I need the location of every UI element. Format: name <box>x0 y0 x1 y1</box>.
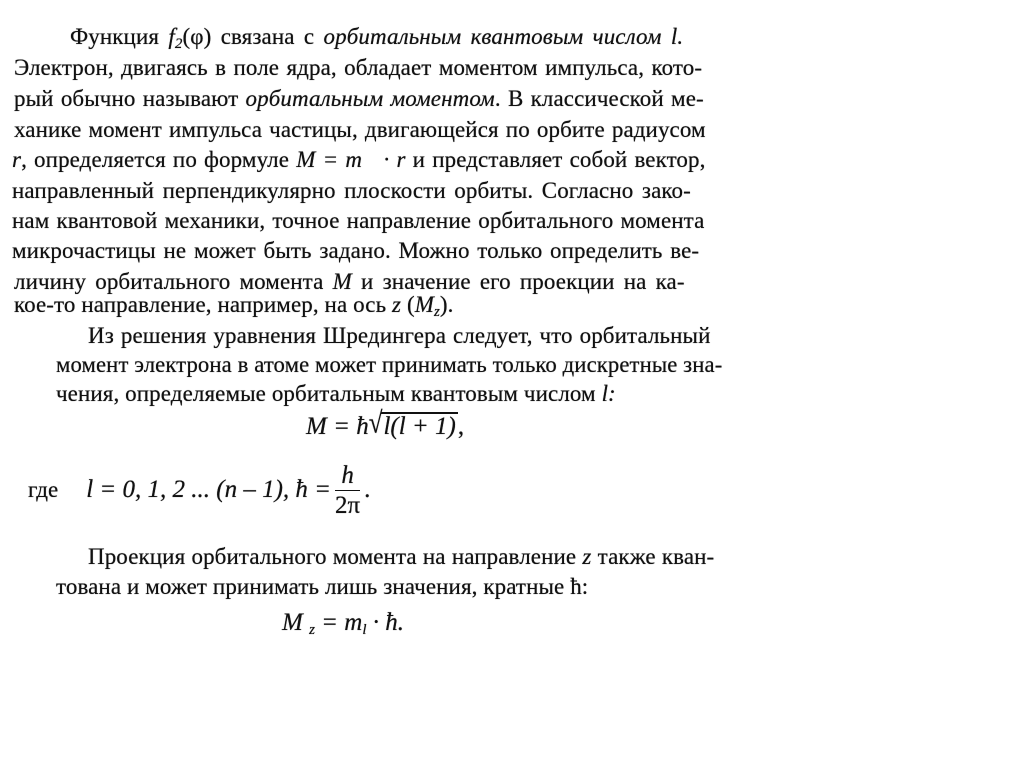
where-label: где <box>28 477 59 503</box>
text-line-13 <box>56 380 616 408</box>
text-line-11 <box>88 322 722 350</box>
math-symbol: l. <box>661 24 684 49</box>
math-subscript: l <box>362 622 367 638</box>
math-symbol <box>282 609 315 636</box>
math-subscript: z <box>309 622 315 638</box>
math-expression: l = 0, 1, 2 ... (n – 1), ħ = <box>86 476 332 504</box>
formula-quantum-number-range <box>28 462 370 521</box>
math-expression: M = ħ <box>306 413 369 440</box>
text-line-15 <box>56 573 588 601</box>
text-segment: ). <box>439 292 454 317</box>
math-symbol <box>414 292 440 320</box>
math-symbol: z <box>392 292 402 317</box>
text-segment: Из решения уравнения Шредингера следует, что орбитальный <box>88 323 711 348</box>
text-segment: и представляет собой вектор, <box>405 147 706 172</box>
text-line-2 <box>14 54 718 82</box>
formula-moment-projection <box>282 608 404 638</box>
text-segment: ( <box>401 292 415 317</box>
text-segment: момент электрона в атоме может принимать только дискретные зна- <box>56 352 723 377</box>
math-expression <box>315 609 367 636</box>
text-line-5 <box>12 146 718 174</box>
text-segment: связана с <box>211 24 324 49</box>
math-expression: = m <box>314 609 363 636</box>
text-segment: ханике момент импульса частицы, двигающейся по орбите радиусом <box>14 117 706 142</box>
emphasis-term: орбитальным квантовым числом <box>323 24 662 49</box>
text-segment: чения, определяемые орбитальным квантовым числом <box>56 381 602 406</box>
formula-orbital-moment <box>306 407 465 442</box>
math-subscript: 2 <box>174 36 183 52</box>
text-line-10 <box>14 291 454 319</box>
text-line-12 <box>56 351 722 379</box>
text-line-7 <box>12 207 718 235</box>
sqrt-icon: √ <box>368 407 383 440</box>
math-radicand: l(l + 1) <box>383 413 456 440</box>
math-subscript: z <box>433 304 440 320</box>
math-argument: (φ) <box>182 24 212 49</box>
emphasis-term: орбитальным моментом <box>245 86 495 111</box>
text-segment: Функция <box>70 24 169 49</box>
math-punctuation: . <box>364 476 371 504</box>
text-segment: рый обычно называют <box>14 86 246 111</box>
fraction-numerator: h <box>335 462 360 491</box>
fraction-denominator: 2π <box>335 492 361 519</box>
math-symbol: f <box>168 24 175 49</box>
math-symbol: l: <box>601 381 616 406</box>
text-segment: . В классической ме- <box>494 86 704 111</box>
text-segment: направленный перпендикулярно плоскости орбиты. Согласно зако- <box>12 178 691 203</box>
text-segment: и значение его проекции на ка- <box>351 269 685 294</box>
text-segment: тована и может принимать лишь значения, кратные ħ: <box>56 574 589 599</box>
text-segment: нам квантовой механики, точное направление орбитального момента <box>12 208 705 233</box>
text-segment: Электрон, двигаясь в поле ядра, обладает моментом импульса, кото- <box>14 55 703 80</box>
text-line-1 <box>70 23 718 51</box>
text-segment: микрочастицы не может быть задано. Можно только определить ве- <box>12 238 700 263</box>
text-line-6 <box>12 177 718 205</box>
text-segment: Проекция орбитального момента на направление <box>88 544 583 569</box>
math-symbol: z <box>582 544 592 569</box>
math-symbol: M <box>414 292 434 317</box>
text-line-14 <box>88 543 718 571</box>
text-segment: личину орбитального момента <box>14 269 333 294</box>
math-function <box>168 24 183 52</box>
inline-formula: M = m · r <box>296 147 406 172</box>
fraction <box>335 462 360 521</box>
math-symbol: r <box>12 147 22 172</box>
math-symbol: M <box>282 609 303 636</box>
text-line-4 <box>14 116 718 144</box>
text-line-8 <box>12 237 718 265</box>
text-segment: кое-то направление, например, на ось <box>14 292 393 317</box>
text-segment: , определяется по формуле <box>21 147 297 172</box>
math-punctuation: , <box>457 413 465 440</box>
text-line-3 <box>14 85 718 113</box>
math-symbol: M <box>332 269 352 294</box>
text-segment: также кван- <box>591 544 715 569</box>
math-expression: · ħ. <box>366 609 405 636</box>
